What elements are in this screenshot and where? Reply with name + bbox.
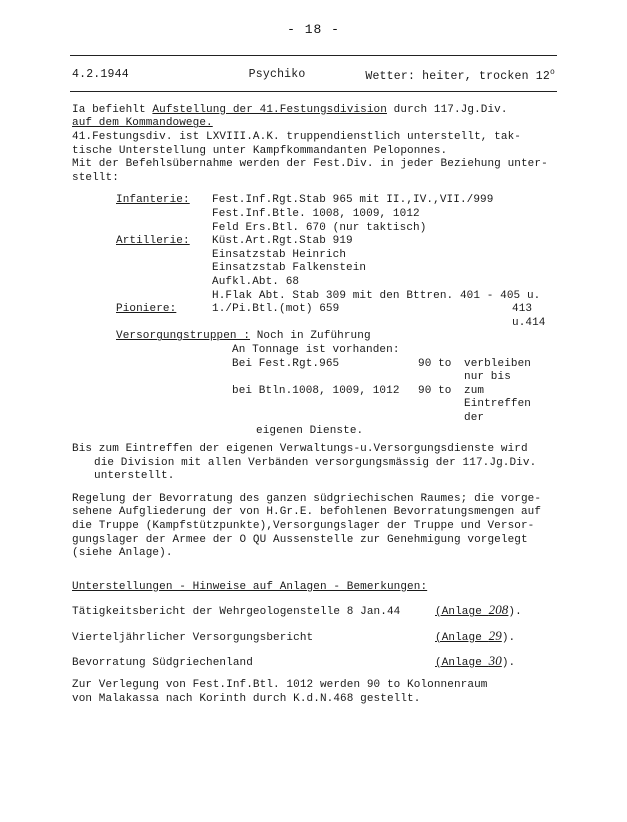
top-divider [70, 55, 557, 56]
annex-text: Vierteljährlicher Versorgungsbericht [72, 631, 314, 644]
unit-group-infanterie [72, 194, 555, 235]
annex-number-handwritten: 208 [488, 602, 509, 618]
unit-line: Fest.Inf.Btle. 1008, 1009, 1012 [212, 207, 420, 220]
annex-text: Tätigkeitsbericht der Wehrgeologenstelle 8 Jan.44 [72, 606, 401, 619]
document-header [72, 68, 555, 83]
versorgung-line-2 [116, 358, 555, 385]
closing-paragraph [72, 679, 555, 706]
paragraph-line: (siehe Anlage). [72, 547, 173, 560]
versorgung-left: bei Btln.1008, 1009, 1012 [232, 384, 400, 397]
closing-line: von Malakassa nach Korinth durch K.d.N.468 gestellt. [72, 693, 421, 706]
annex-reference: (Anlage 29). [435, 627, 516, 644]
paragraph-line: Regelung der Bevorratung des ganzen südgriechischen Raumes; die vorge- [72, 492, 542, 505]
paragraph-line: die Truppe (Kampfstützpunkte),Versorgungslager der Truppe und Versor- [72, 520, 535, 533]
versorgung-line-3 [116, 385, 555, 426]
unit-lines [212, 303, 555, 330]
annex-heading: Unterstellungen - Hinweise auf Anlagen - Bemerkungen: [72, 580, 428, 593]
unit-label: Pioniere: [116, 303, 177, 316]
unit-trailing-note: 413 u.414 [512, 303, 546, 329]
versorgung-left: Bei Fest.Rgt.965 [232, 357, 340, 370]
unit-line: Aufkl.Abt. 68 [212, 275, 300, 288]
header-divider [70, 91, 557, 92]
paragraph-1 [72, 443, 555, 484]
versorgung-tonnage: 90 to [418, 384, 452, 397]
document-body [72, 104, 555, 707]
unit-label: Infanterie: [116, 194, 190, 207]
paragraph-2 [72, 493, 555, 561]
annex-row [72, 654, 555, 670]
unit-line: Einsatzstab Falkenstein [212, 262, 367, 275]
versorgung-right: verbleiben nur bis [464, 357, 532, 384]
page-number: - 18 - [287, 22, 340, 37]
unit-group-versorgungstruppen [72, 330, 555, 439]
intro-line-2: auf dem Kommandowege. [72, 117, 213, 130]
annex-row [72, 603, 555, 619]
annex-row [72, 629, 555, 645]
header-place: Psychiko [248, 68, 306, 81]
annex-text: Bevorratung Südgriechenland [72, 657, 253, 670]
annex-list [72, 603, 555, 670]
intro-line-4: tische Unterstellung unter Kampfkommandanten Peloponnes. [72, 144, 448, 157]
paragraph-line: die Division mit allen Verbänden versorgungsmässig der 117.Jg.Div. [94, 456, 537, 469]
annex-reference: (Anlage 30). [435, 653, 516, 670]
degree-symbol: o [549, 68, 555, 77]
closing-line: Zur Verlegung von Fest.Inf.Btl. 1012 werden 90 to Kolonnenraum [72, 679, 488, 692]
paragraph-line: sehene Aufgliederung der von H.Gr.E. befohlenen Bevorratungsmengen auf [72, 506, 542, 519]
unit-label: Artillerie: [116, 235, 190, 248]
unit-line: Küst.Art.Rgt.Stab 919 [212, 235, 353, 248]
annex-reference: (Anlage 208). [435, 602, 522, 619]
unit-line: H.Flak Abt. Stab 309 mit den Bttren. 401 - 405 u. [212, 289, 541, 302]
intro-line-1: Ia befiehlt Aufstellung der 41.Festungsdivision durch 117.Jg.Div. [72, 103, 508, 116]
versorgung-right: zum Eintreffen der [464, 384, 532, 424]
versorgung-line-1: An Tonnage ist vorhanden: [232, 343, 400, 356]
versorgung-line-4: eigenen Dienste. [256, 425, 364, 438]
paragraph-line: Bis zum Eintreffen der eigenen Verwaltungs-u.Versorgungsdienste wird [72, 443, 528, 456]
section-spacer [72, 570, 555, 580]
intro-line-6: stellt: [72, 171, 119, 184]
header-date: 4.2.1944 [72, 68, 129, 81]
header-weather: Wetter: heiter, trocken 12$^o$ [365, 68, 555, 83]
versorgung-heading: Versorgungstruppen : Noch in Zuführung [116, 330, 371, 343]
unit-group-pioniere [72, 303, 555, 330]
unit-lines [212, 235, 555, 303]
intro-line-3: 41.Festungsdiv. ist LXVIII.A.K. truppendienstlich unterstellt, tak- [72, 131, 521, 144]
intro-block [72, 104, 555, 186]
versorgung-block [116, 330, 555, 439]
unit-line: Einsatzstab Heinrich [212, 248, 347, 261]
unit-line-with-trailing [212, 303, 555, 330]
paragraph-line: gungslager der Armee der O QU Aussenstelle zur Genehmigung vorgelegt [72, 533, 528, 546]
annex-number-handwritten: 30 [488, 653, 502, 669]
unit-line: Feld Ers.Btl. 670 (nur taktisch) [212, 221, 427, 234]
paragraph-line: unterstellt. [94, 470, 175, 483]
unit-line: Fest.Inf.Rgt.Stab 965 mit II.,IV.,VII./999 [212, 194, 494, 207]
unit-lines [212, 194, 555, 235]
intro-underlined-phrase: Aufstellung der 41.Festungsdivision [152, 103, 387, 116]
unit-line: 1./Pi.Btl.(mot) 659 [212, 303, 340, 316]
document-page [0, 22, 627, 822]
annex-number-handwritten: 29 [488, 627, 502, 643]
unit-group-artillerie [72, 235, 555, 303]
unit-list [72, 194, 555, 439]
versorgung-tonnage: 90 to [418, 357, 452, 370]
intro-line-5: Mit der Befehlsübernahme werden der Fest.Div. in jeder Beziehung unter- [72, 158, 548, 171]
